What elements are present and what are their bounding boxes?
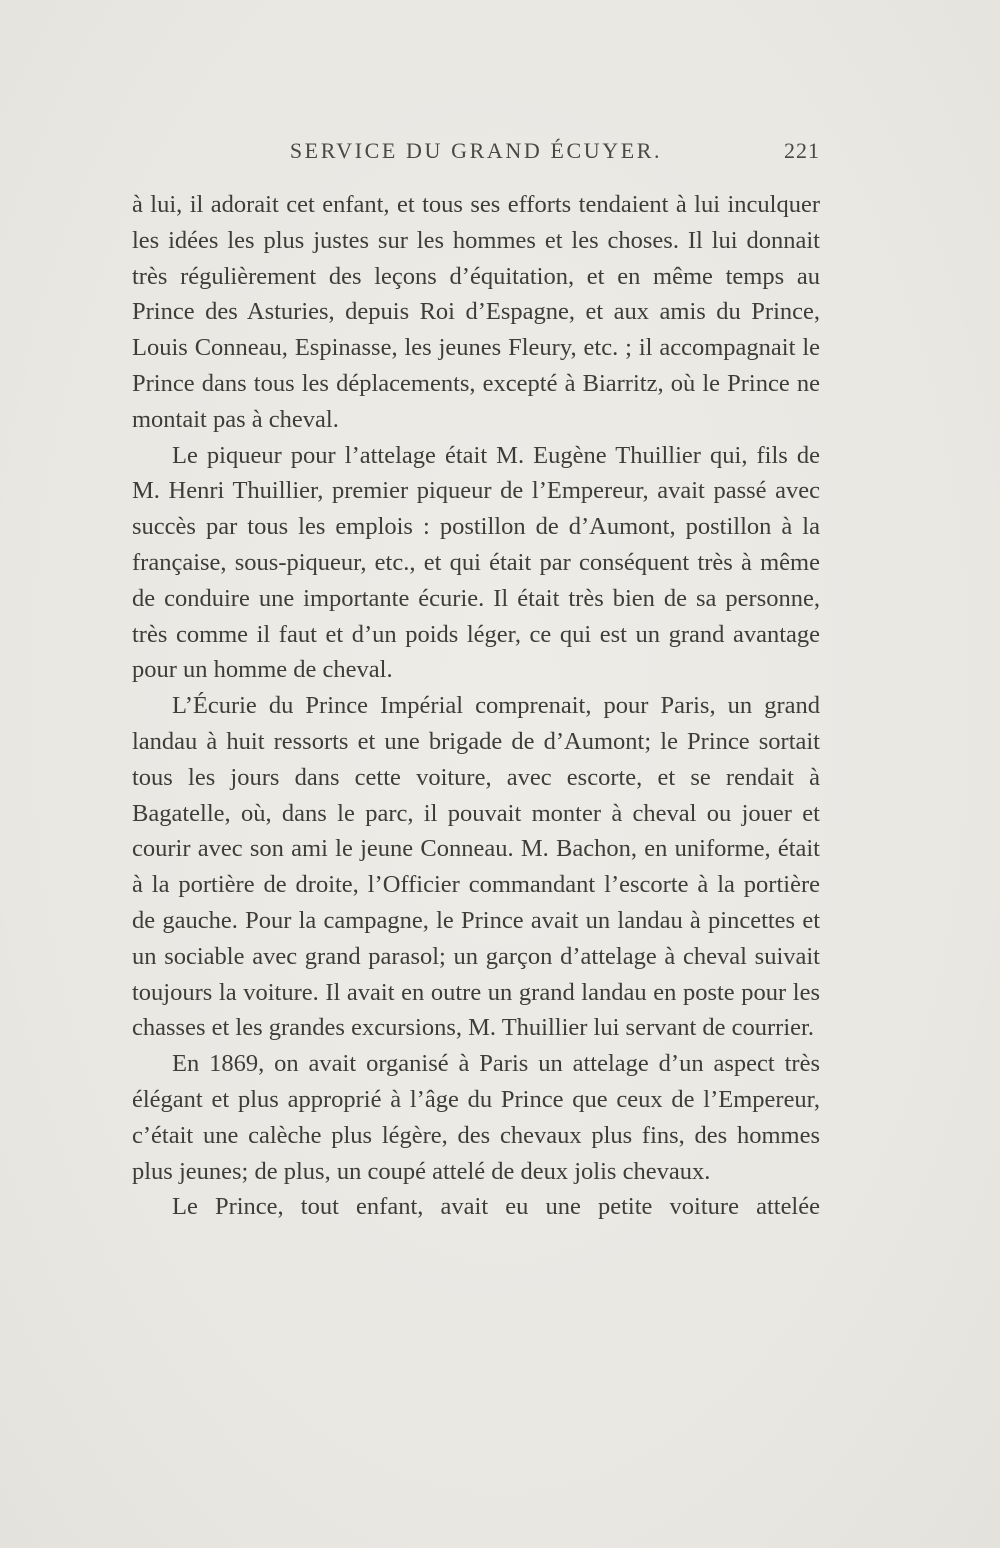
paragraph: à lui, il adorait cet enfant, et tous ses efforts tendaient à lui inculquer les idées les plus justes sur les hommes et les choses. Il lui donnait très régulièrement des leçons d’équitation, et en même temps au Prince des Asturies, depuis Roi d’Espagne, et aux amis du Prince, Louis Conneau, Espinasse, les jeunes Fleury, etc. ; il accompagnait le Prince dans tous les déplacements, excepté à Biarritz, où le Prince ne montait pas à cheval. <box>132 191 820 433</box>
running-head <box>132 138 820 168</box>
paragraph: L’Écurie du Prince Impérial comprenait, pour Paris, un grand landau à huit ressorts et une brigade de d’Aumont; le Prince sortait tous les jours dans cette voiture, avec escorte, et se rendait à Bagatelle, où, dans le parc, il pouvait monter à cheval ou jouer et courir avec son ami le jeune Conneau. M. Bachon, en uniforme, était à la portière de droite, l’Officier commandant l’escorte à la portière de gauche. Pour la campagne, le Prince avait un landau à pincettes et un sociable avec grand parasol; un garçon d’attelage à cheval suivait toujours la voiture. Il avait en outre un grand landau en poste pour les chasses et les grandes excursions, M. Thuillier lui servant de courrier. <box>132 692 820 1042</box>
page-number: 221 <box>784 138 820 163</box>
running-head-title: SERVICE DU GRAND ÉCUYER. <box>289 138 663 163</box>
paragraph: En 1869, on avait organisé à Paris un attelage d’un aspect très élégant et plus approprié à l’âge du Prince que ceux de l’Empereur, c’était une calèche plus légère, des chevaux plus fins, des hommes plus jeunes; de plus, un coupé attelé de deux jolis chevaux. <box>132 1050 820 1185</box>
paragraph: Le Prince, tout enfant, avait eu une petite voiture attelée <box>172 1193 820 1221</box>
body-text <box>132 187 820 1225</box>
paragraph: Le piqueur pour l’attelage était M. Eugène Thuillier qui, fils de M. Henri Thuillier, premier piqueur de l’Empereur, avait passé avec succès par tous les emplois : postillon de d’Aumont, postillon à la française, sous-piqueur, etc., et qui était par conséquent très à même de conduire une importante écurie. Il était très bien de sa personne, très comme il faut et d’un poids léger, ce qui est un grand avantage pour un homme de cheval. <box>132 441 820 684</box>
